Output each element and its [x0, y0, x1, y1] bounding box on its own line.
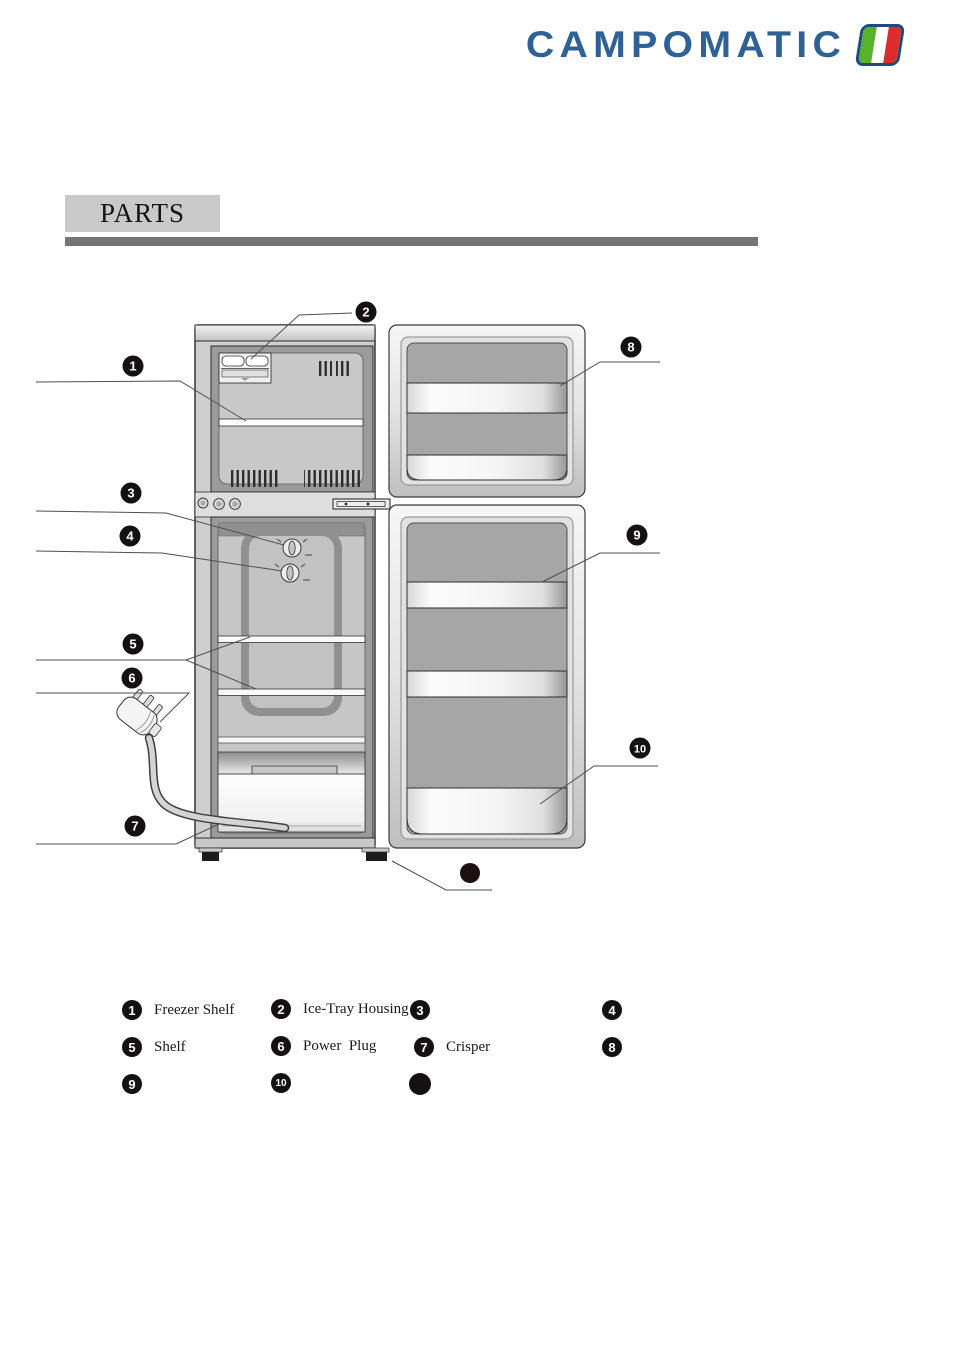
fridge-shelf-upper [218, 636, 365, 643]
freezer-compartment [211, 346, 373, 492]
callout-5 [123, 634, 144, 655]
legend-item-3 [410, 1000, 442, 1020]
fridge-door-bin-bottom [407, 788, 567, 834]
leveling-feet [199, 848, 389, 861]
svg-text:10: 10 [633, 743, 647, 756]
callout-2 [356, 302, 377, 323]
callout-8 [621, 337, 642, 358]
legend-badge-dot [409, 1073, 431, 1095]
callout-7 [125, 816, 146, 837]
freezer-door-bin-lower [407, 455, 567, 480]
freezer-door [389, 325, 585, 497]
middle-hinge [333, 499, 390, 509]
fridge-cabinet [195, 325, 390, 861]
svg-text:6: 6 [128, 670, 136, 686]
legend-badge-8: 8 [602, 1037, 622, 1057]
legend-label-6: Power Plug [303, 1037, 377, 1054]
legend-badge-1: 1 [122, 1000, 142, 1020]
svg-text:4: 4 [126, 528, 134, 544]
legend-item-9 [122, 1074, 154, 1094]
freezer-vent-top-left [316, 361, 332, 376]
svg-text:8: 8 [627, 339, 635, 355]
callout-6 [122, 668, 143, 689]
cabinet-base [195, 838, 375, 848]
freezer-vent-bottom-right [304, 470, 361, 487]
legend-badge-4: 4 [602, 1000, 622, 1020]
fridge-door-bin-upper [407, 582, 567, 608]
legend-badge-5: 5 [122, 1037, 142, 1057]
legend-item-8 [602, 1037, 634, 1057]
fridge-door-bin-middle [407, 671, 567, 697]
fridge-door [389, 505, 585, 848]
section-title: PARTS [100, 198, 185, 228]
legend-badge-7: 7 [414, 1037, 434, 1057]
legend-item-2 [271, 999, 409, 1019]
legend-item-5 [122, 1037, 186, 1057]
legend-label-5: Shelf [154, 1038, 186, 1055]
legend-label-1: Freezer Shelf [154, 1001, 235, 1018]
screw-icon [198, 498, 240, 509]
legend-badge-2: 2 [271, 999, 291, 1019]
freezer-shelf [219, 419, 363, 426]
svg-text:5: 5 [129, 636, 137, 652]
fridge-shelf-lower [218, 689, 365, 696]
fridge-compartment [211, 517, 373, 838]
legend-label-7: Crisper [446, 1038, 491, 1055]
legend-label-2: Ice-Tray Housing [303, 1000, 409, 1017]
freezer-door-bin-upper [407, 383, 567, 413]
svg-text:1: 1 [129, 358, 137, 374]
legend-badge-10: 10 [271, 1073, 291, 1093]
legend-badge-3: 3 [410, 1000, 430, 1020]
svg-text:3: 3 [127, 485, 135, 501]
svg-text:7: 7 [131, 818, 139, 834]
ice-tray-housing [219, 353, 271, 383]
legend-badge-9: 9 [122, 1074, 142, 1094]
callout-10 [630, 738, 651, 759]
legend-item-dot [409, 1073, 443, 1095]
callout-1 [123, 356, 144, 377]
freezer-vent-top-right [336, 361, 352, 376]
legend-badge-6: 6 [271, 1036, 291, 1056]
callout-9 [627, 525, 648, 546]
legend-item-10 [271, 1073, 303, 1093]
callout-dot [460, 863, 480, 883]
brand-logo-text: CAMPOMATIC [525, 24, 846, 65]
control-strip [195, 492, 390, 517]
callout-3 [121, 483, 142, 504]
legend-item-1 [122, 1000, 234, 1020]
freezer-vent-bottom-left [229, 470, 280, 487]
legend-item-7 [414, 1037, 490, 1057]
legend-item-4 [602, 1000, 634, 1020]
svg-text:2: 2 [362, 304, 370, 320]
legend-item-6 [271, 1036, 376, 1056]
callout-4 [120, 526, 141, 547]
svg-text:9: 9 [633, 527, 641, 543]
